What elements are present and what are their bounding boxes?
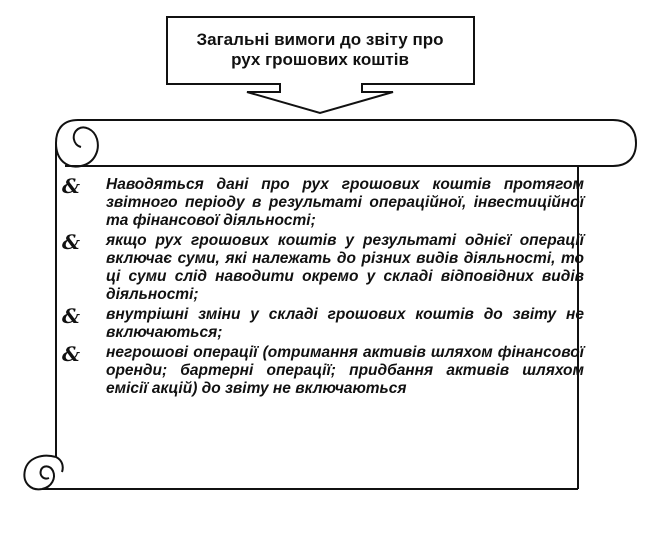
diagram-title xyxy=(170,30,470,70)
requirement-item-2 xyxy=(62,232,584,304)
scroll-bottom-roll xyxy=(24,456,578,490)
ampersand-bullet-icon: & xyxy=(62,304,81,328)
requirement-text-1: Наводяться дані про рух грошових коштів протягом звітного періоду в результаті операційної, інвестиційної та фінансової діяльності; xyxy=(106,176,584,229)
requirement-text-3: внутрішні зміни у складі грошових коштів до звіту не включаються; xyxy=(106,306,584,341)
scroll-top-roll xyxy=(56,120,636,167)
requirements-list xyxy=(62,176,584,398)
requirement-item-1 xyxy=(62,176,584,230)
requirement-item-3 xyxy=(62,306,584,342)
ampersand-bullet-icon: & xyxy=(62,342,81,366)
requirement-text-2: якщо рух грошових коштів у результаті однієї операції включає суми, які належать до різних видів діяльності, то ці суми слід наводити окремо у складі відповідних видів діяльності; xyxy=(106,232,584,303)
diagram-title-line-1: Загальні вимоги до звіту про xyxy=(196,30,444,49)
requirement-item-4 xyxy=(62,344,584,398)
ampersand-bullet-icon: & xyxy=(62,174,81,198)
requirement-text-4: негрошові операції (отримання активів шляхом фінансової оренди; бартерні операції; придбання активів шляхом емісії акцій) до звіту не включаються xyxy=(106,344,584,397)
diagram-title-line-2: рух грошових коштів xyxy=(231,50,409,69)
ampersand-bullet-icon: & xyxy=(62,230,81,254)
